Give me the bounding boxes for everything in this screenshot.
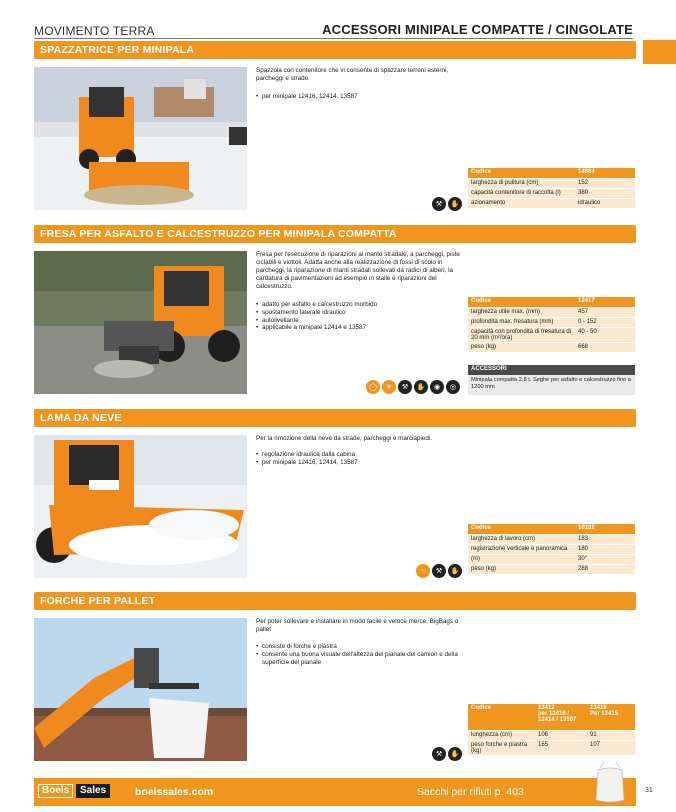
spec-row (468, 740, 635, 755)
spec-value: 30° (575, 554, 635, 564)
reach-icon: ☜ (416, 564, 430, 578)
wrench-icon: ⚒ (432, 747, 446, 761)
spec-row (468, 342, 635, 352)
product-photo-planer (34, 251, 247, 394)
section-title: FORCHE PER PALLET (40, 595, 156, 607)
section-spazzatrice (34, 41, 636, 213)
spec-header-code: 13419 Per 12415 (587, 704, 635, 730)
spec-label: profondità max. fresatura (mm) (468, 317, 575, 327)
section-title-bar (34, 592, 636, 610)
spec-value: 668 (575, 342, 635, 352)
spec-label: azionamento (468, 198, 575, 208)
hand-icon: ✋ (414, 380, 428, 394)
hand-icon: ✋ (448, 197, 462, 211)
spec-label: peso (kg) (468, 564, 575, 574)
section-title: FRESA PER ASFALTO E CALCESTRUZZO PER MINIPALA COMPATTA (40, 228, 397, 240)
page-number: 31 (645, 787, 653, 794)
feature-item: • adatto per asfalto e calcestruzzo morbido (256, 301, 486, 309)
spec-value: 107 (587, 740, 635, 755)
product-photo-snow-blade (34, 435, 247, 578)
spec-row (468, 317, 635, 327)
feature-item: • consente una buona visuale dell'altezza del pianale del camion e della superficie del pianale (256, 651, 486, 667)
sales-logo: Sales (76, 784, 110, 798)
product-description: Per la rimozione della neve da strade, parcheggi e marciapiedi. (256, 435, 433, 442)
feature-item: • autolivellante (256, 317, 486, 325)
feature-item: • consiste di forche e piastra (256, 643, 486, 651)
wrench-icon: ⚒ (398, 380, 412, 394)
accessories-text: Minipala compatta 2,8 t, Seghe per asfalto e calcestruzzo fino a 1200 mm (468, 375, 635, 395)
feature-list (256, 93, 486, 101)
spec-label: capacità contenitore di raccolta (l) (468, 188, 575, 198)
spec-header-label: Codice (468, 297, 575, 307)
spec-row (468, 534, 635, 544)
spec-label: peso forche e piastra (kg) (468, 740, 535, 755)
feature-item: • regolazione idraulica dalla cabina (256, 451, 486, 459)
hand-icon: ✋ (448, 747, 462, 761)
spec-value: 165 (535, 740, 587, 755)
section-title: SPAZZATRICE PER MINIPALA (40, 44, 195, 56)
spec-row (468, 198, 635, 208)
spec-value: 0 - 152 (575, 317, 635, 327)
spec-table (468, 297, 635, 352)
spec-label: larghezza di lavoro (cm) (468, 534, 575, 544)
bigbag-icon (594, 760, 626, 804)
spec-header-label: Codice (468, 524, 575, 534)
dust-icon: ☀ (382, 380, 396, 394)
section-title-bar (34, 41, 636, 59)
spec-label: lunghezza (cm) (468, 730, 535, 740)
spec-header-code: 12417 (575, 297, 635, 307)
spec-label: peso (kg) (468, 342, 575, 352)
spec-value: 106 (535, 730, 587, 740)
spec-value: 288 (575, 564, 635, 574)
spec-label: registrazione verticale e panoramica (468, 544, 575, 554)
product-description: Fresa per l'esecuzione di riparazioni al manto stradale, a parcheggi, piste ciclabili e viottoli. Adatta anche alla realizzazione di fossi di scolo in parcheggi, la riparazione di manti stradali sollevati da radici di alberi, la cardatura di pavimentazioni ad esempio in stalle e riparazioni del calcestruzzo. (256, 251, 460, 291)
spec-row (468, 188, 635, 198)
spec-value: 152 (575, 178, 635, 188)
footer-bar (34, 778, 636, 806)
spec-table (468, 168, 635, 208)
feature-item: • applicabile a minipale 12414 e 13587 (256, 324, 486, 332)
spec-value: 40 - 50 (575, 327, 635, 342)
product-description: Per poter sollevare e installare in modo facile e veloce merce, BigBags o pallet (256, 618, 459, 634)
section-forche-pallet (34, 592, 636, 774)
safety-icons (432, 197, 462, 211)
spec-value: 183 (575, 534, 635, 544)
feature-item: • per minipale 12416, 12414, 13587 (256, 459, 486, 467)
wrench-icon: ⚒ (432, 197, 446, 211)
spec-row (468, 307, 635, 317)
spec-label: (m) (468, 554, 575, 564)
safety-icons (432, 747, 462, 761)
spec-header-code: 14864 (575, 168, 635, 178)
product-description: Spazzola con contenitore che vi consente di spazzare terreni esterni, parcheggi e strade. (256, 67, 449, 83)
page-reference: Sacchi per rifiuti p. 403 (417, 786, 524, 798)
spec-value: 180 (575, 544, 635, 554)
feature-list (256, 643, 486, 666)
spec-header-code: 10192 (575, 524, 635, 534)
goggles-icon: ◉ (430, 380, 444, 394)
spec-row (468, 178, 635, 188)
product-photo-pallet-forks (34, 618, 247, 761)
spec-value: idraulico (575, 198, 635, 208)
safety-icons (416, 564, 462, 578)
hand-icon: ✋ (448, 564, 462, 578)
spec-row (468, 730, 635, 740)
section-edge-tab (643, 40, 676, 64)
spec-row (468, 564, 635, 574)
page-title: ACCESSORI MINIPALE COMPATTE / CINGOLATE (322, 22, 633, 37)
spec-value: 380 (575, 188, 635, 198)
spec-row (468, 327, 635, 342)
section-title-bar (34, 225, 636, 243)
mask-icon: ◎ (446, 380, 460, 394)
spec-label: larghezza di pulitura (cm) (468, 178, 575, 188)
spec-value: 457 (575, 307, 635, 317)
section-title-bar (34, 409, 636, 427)
feature-list (256, 451, 486, 467)
website-link[interactable]: boelssales.com (135, 786, 214, 798)
spec-value: 91 (587, 730, 635, 740)
spec-row (468, 544, 635, 554)
feature-item: • per minipale 12416, 12414, 13587 (256, 93, 486, 101)
spec-header-code: 13412 per 12416 / 12414 / 13587 (535, 704, 587, 730)
section-title: LAMA DA NEVE (40, 412, 122, 424)
ear-icon: ◯ (366, 380, 380, 394)
boels-logo: Boels (38, 784, 73, 798)
product-photo-sweeper (34, 67, 247, 210)
spec-row (468, 554, 635, 564)
category-label: MOVIMENTO TERRA (34, 24, 155, 38)
section-lama-neve (34, 409, 636, 581)
spec-header-label: Codice (468, 704, 535, 730)
accessories-label: ACCESSORI (468, 365, 635, 375)
header-divider (34, 38, 633, 39)
spec-header-label: Codice (468, 168, 575, 178)
spec-label: larghezza utile max. (mm) (468, 307, 575, 317)
spec-table (468, 524, 635, 574)
feature-item: • spostamento laterale idraulico (256, 309, 486, 317)
safety-icons (366, 380, 460, 394)
spec-table (468, 704, 635, 755)
section-fresa (34, 225, 636, 397)
feature-list (256, 301, 486, 332)
wrench-icon: ⚒ (432, 564, 446, 578)
accessories-box (468, 365, 635, 395)
spec-label: capacità con profondità di fresatura di 20 mm (m²/ora) (468, 327, 575, 342)
